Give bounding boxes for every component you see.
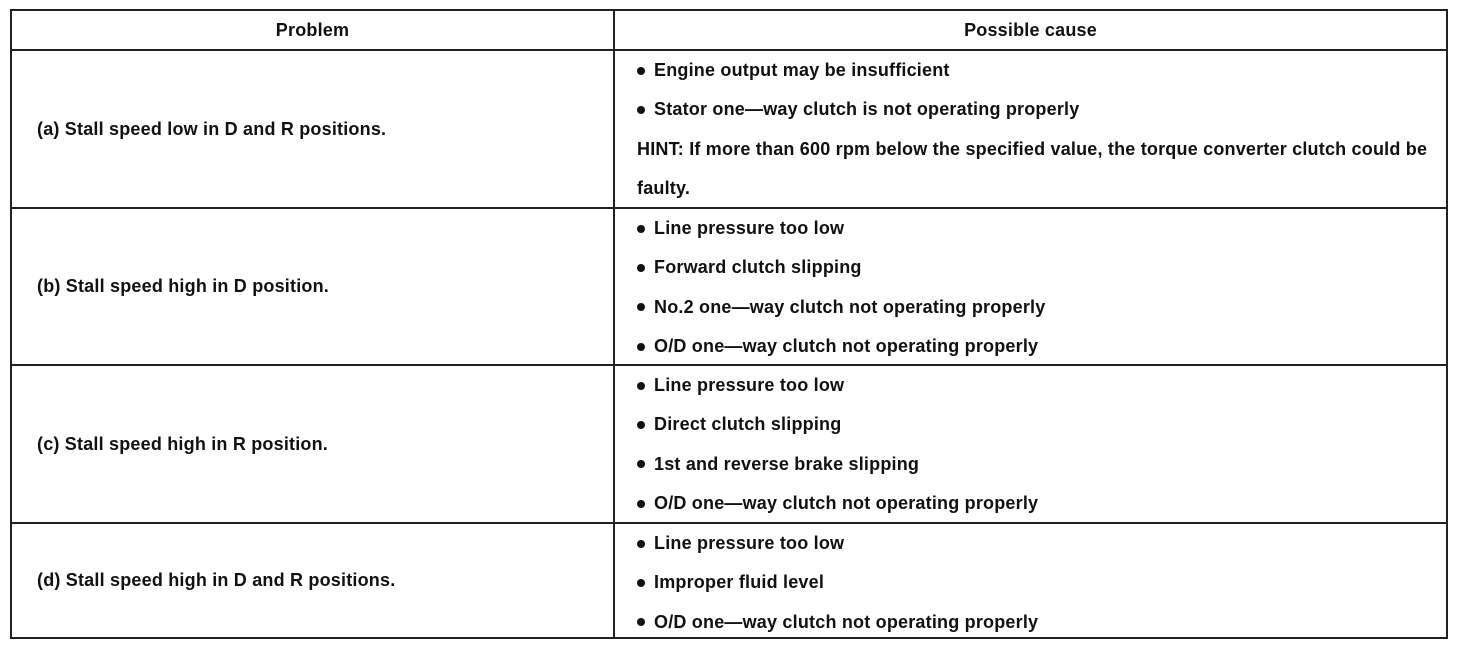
cause-text: O/D one—way clutch not operating properly: [654, 493, 1039, 514]
cause-item: [637, 524, 1432, 563]
cause-item: [637, 603, 1432, 642]
bullet-icon: [637, 618, 645, 626]
cause-item: [637, 327, 1432, 366]
cause-item: [637, 563, 1432, 602]
bullet-icon: [637, 500, 645, 508]
cause-item: [637, 288, 1432, 327]
cause-item: [637, 366, 1432, 405]
cause-text: Forward clutch slipping: [654, 257, 862, 278]
bullet-icon: [637, 460, 645, 468]
hint-text: HINT: If more than 600 rpm below the specified value, the torque converter clutch could be faulty.: [637, 138, 1428, 198]
problem-cell-a: (a) Stall speed low in D and R positions.: [37, 118, 387, 139]
cause-cell-a: [615, 51, 1446, 207]
bullet-icon: [637, 540, 645, 548]
cause-item: [637, 51, 1432, 90]
bullet-icon: [637, 579, 645, 587]
cause-text: Line pressure too low: [654, 533, 845, 554]
cause-text: Improper fluid level: [654, 572, 825, 593]
bullet-icon: [637, 225, 645, 233]
header-possible-cause: Possible cause: [964, 19, 1097, 40]
cause-item: [637, 445, 1432, 484]
bullet-icon: [637, 67, 645, 75]
cause-cell-c: [615, 366, 1446, 522]
bullet-icon: [637, 343, 645, 351]
troubleshooting-table: [10, 9, 1448, 639]
cause-text: Direct clutch slipping: [654, 414, 842, 435]
cause-text: Engine output may be insufficient: [654, 60, 950, 81]
cause-cell-d: [615, 524, 1446, 637]
bullet-icon: [637, 303, 645, 311]
header-problem: Problem: [275, 19, 350, 40]
cause-text: No.2 one—way clutch not operating properly: [654, 296, 1046, 317]
bullet-icon: [637, 382, 645, 390]
cause-text: O/D one—way clutch not operating properly: [654, 336, 1039, 357]
cause-text: Stator one—way clutch is not operating properly: [654, 99, 1080, 120]
bullet-icon: [637, 264, 645, 272]
cause-item: [637, 484, 1432, 523]
cause-cell-b: [615, 209, 1446, 364]
bullet-icon: [637, 421, 645, 429]
cause-text: 1st and reverse brake slipping: [654, 453, 920, 474]
bullet-icon: [637, 106, 645, 114]
cause-text: Line pressure too low: [654, 375, 845, 396]
cause-text: Line pressure too low: [654, 218, 845, 239]
cause-item: [637, 90, 1432, 129]
problem-cell-d: (d) Stall speed high in D and R positions.: [37, 570, 396, 590]
cause-item: [637, 248, 1432, 287]
cause-text: O/D one—way clutch not operating properly: [654, 611, 1039, 632]
cause-item: [637, 405, 1432, 444]
problem-cell-b: (b) Stall speed high in D position.: [37, 276, 329, 296]
problem-cell-c: (c) Stall speed high in R position.: [37, 433, 329, 454]
cause-item: [637, 209, 1432, 248]
